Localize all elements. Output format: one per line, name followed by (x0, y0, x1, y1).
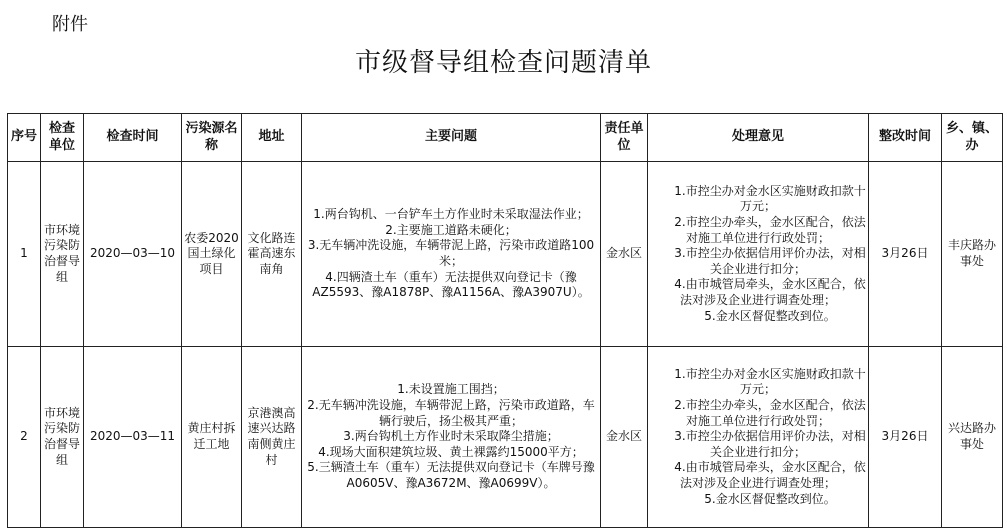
cell-main-issues (302, 347, 601, 528)
cell-seq: 2 (8, 347, 41, 528)
table-header-row (8, 114, 1003, 162)
header-opinion: 处理意见 (648, 114, 869, 162)
header-inspection-time: 检查时间 (84, 114, 182, 162)
cell-seq: 1 (8, 162, 41, 347)
header-responsible-unit: 责任单位 (601, 114, 648, 162)
cell-inspection-unit: 市环境污染防治督导组 (41, 347, 84, 528)
opinion-line: 2.市控尘办牵头，金水区配合，依法对施工单位进行行政处罚； (674, 398, 866, 428)
header-seq: 序号 (8, 114, 41, 162)
opinion-line: 4.由市城管局牵头，金水区配合，依法对涉及企业进行调查处理； (674, 277, 866, 307)
table-row (8, 347, 1003, 528)
header-main-issues: 主要问题 (302, 114, 601, 162)
header-address: 地址 (242, 114, 302, 162)
opinion-line: 5.金水区督促整改到位。 (704, 491, 836, 506)
issue-line: 3.两台钩机土方作业时未采取降尘措施； (343, 429, 559, 444)
header-inspection-unit: 检查单位 (41, 114, 84, 162)
header-township: 乡、镇、办 (942, 114, 1003, 162)
opinion-line: 1.市控尘办对金水区实施财政扣款十万元； (674, 183, 866, 214)
issue-line: 5.三辆渣土车（重车）无法提供双向登记卡（车牌号豫A0605V、豫A3672M、豫A0699V）。 (307, 460, 595, 490)
opinion-line: 2.市控尘办牵头，金水区配合，依法对施工单位进行行政处罚； (674, 215, 866, 245)
cell-township: 丰庆路办事处 (942, 162, 1003, 347)
cell-pollution-source: 农委2020国土绿化项目 (182, 162, 242, 347)
issue-line: 2.无车辆冲洗设施，车辆带泥上路，污染市政道路，车辆行驶后，扬尘极其严重； (307, 398, 595, 428)
cell-inspection-unit: 市环境污染防治督导组 (41, 162, 84, 347)
opinion-line: 3.市控尘办依据信用评价办法，对相关企业进行扣分； (674, 246, 866, 276)
document-title: 市级督导组检查问题清单 (354, 48, 652, 78)
cell-inspection-time: 2020—03—11 (84, 347, 182, 528)
cell-opinion (648, 347, 869, 528)
cell-township: 兴达路办事处 (942, 347, 1003, 528)
cell-main-issues (302, 162, 601, 347)
attachment-label: 附件 (52, 14, 88, 35)
issue-line: 2.主要施工道路未硬化； (385, 222, 517, 237)
opinion-line: 1.市控尘办对金水区实施财政扣款十万元； (674, 366, 866, 397)
cell-inspection-time: 2020—03—10 (84, 162, 182, 347)
cell-rectify-time: 3月26日 (869, 162, 942, 347)
inspection-issues-table (7, 113, 1003, 528)
cell-address: 京港澳高速兴达路南侧黄庄村 (242, 347, 302, 528)
issue-line: 4.四辆渣土车（重车）无法提供双向登记卡（豫AZ5593、豫A1878P、豫A1156A、豫A3907U）。 (312, 269, 590, 300)
issue-line: 1.未设置施工围挡； (397, 382, 505, 397)
issue-line: 3.无车辆冲洗设施，车辆带泥上路，污染市政道路100米； (307, 238, 595, 268)
header-pollution-source: 污染源名称 (182, 114, 242, 162)
cell-address: 文化路连霍高速东南角 (242, 162, 302, 347)
opinion-line: 3.市控尘办依据信用评价办法，对相关企业进行扣分； (674, 429, 866, 459)
cell-responsible-unit: 金水区 (601, 347, 648, 528)
issue-line: 1.两台钩机、一台铲车土方作业时未采取湿法作业； (313, 207, 589, 222)
cell-opinion (648, 162, 869, 347)
opinion-line: 4.由市城管局牵头，金水区配合，依法对涉及企业进行调查处理； (674, 460, 866, 490)
cell-pollution-source: 黄庄村拆迁工地 (182, 347, 242, 528)
header-rectify-time: 整改时间 (869, 114, 942, 162)
opinion-line: 5.金水区督促整改到位。 (704, 308, 836, 323)
issue-line: 4.现场大面积建筑垃圾、黄土裸露约15000平方； (318, 444, 584, 459)
table-row (8, 162, 1003, 347)
cell-responsible-unit: 金水区 (601, 162, 648, 347)
cell-rectify-time: 3月26日 (869, 347, 942, 528)
